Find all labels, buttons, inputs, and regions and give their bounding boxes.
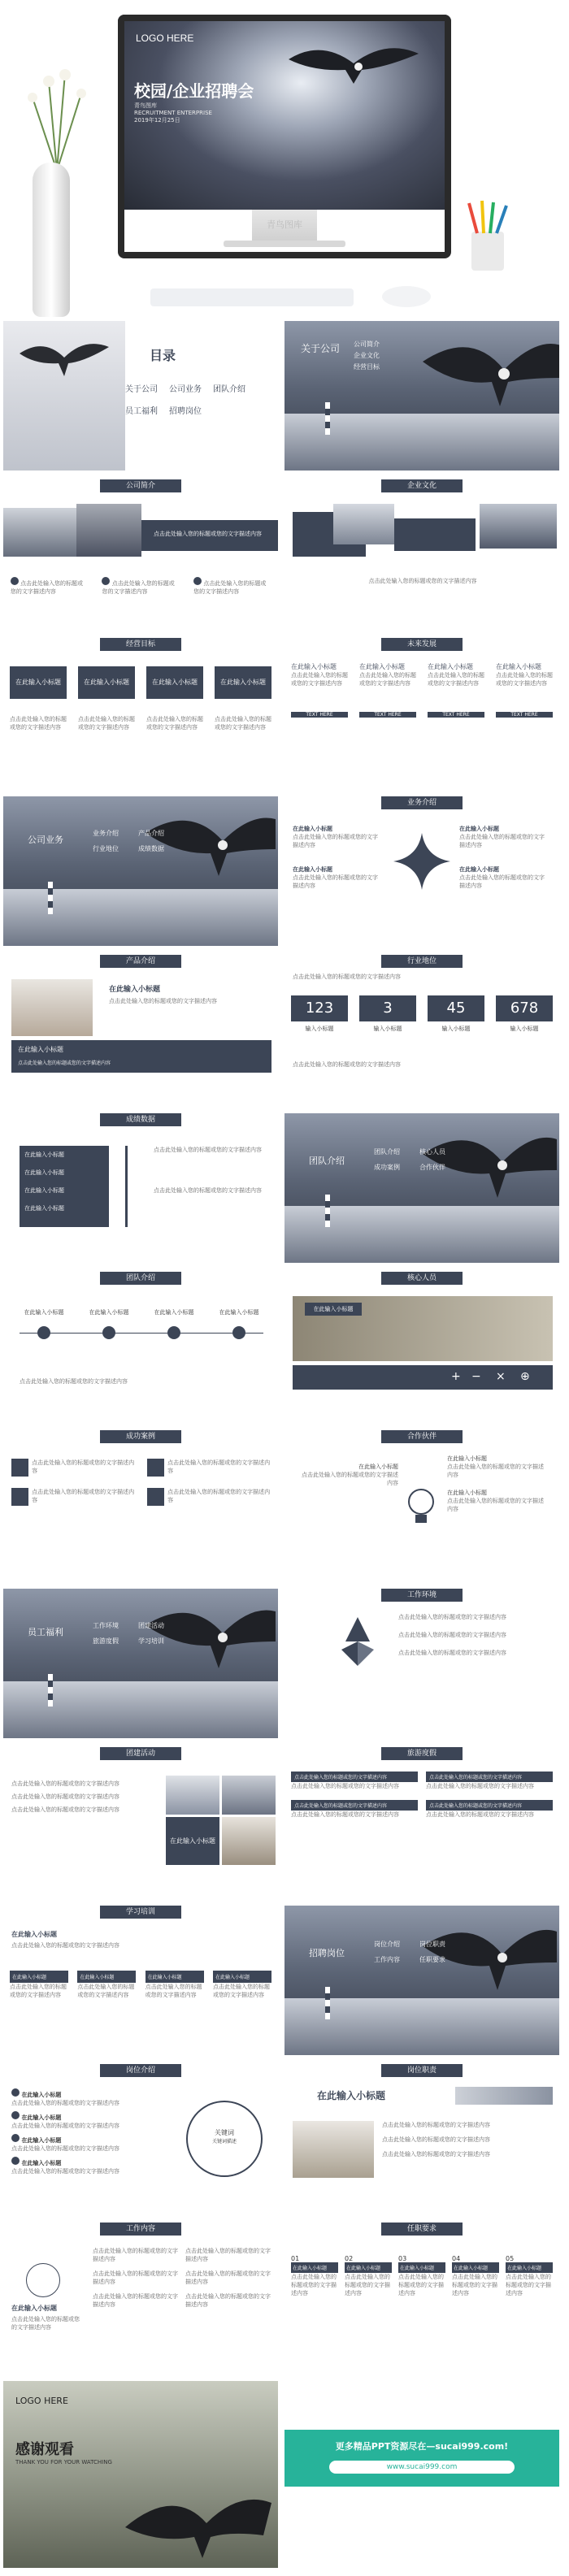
section-title: 招聘岗位 [309,1948,345,1958]
triskelion-icon [333,1613,382,1670]
pencil-cup-illustration [459,199,516,272]
goal-boxes: 在此输入小标题 在此输入小标题 在此输入小标题 在此输入小标题 [10,666,271,699]
plus-icon[interactable]: + [451,1370,461,1383]
slide-label: 业务介绍 [381,796,463,809]
slide-section-welfare [3,1589,278,1738]
lighthouse-image [48,1674,53,1706]
section-items: 公司简介 企业文化 经营目标 [354,340,380,371]
work-text: 点击此处输入您的标题或您的文字描述内容 [11,2316,80,2331]
slide-label: 岗位职责 [381,2064,463,2077]
slide-label: 公司简介 [100,479,181,492]
slide-label: 旅游度假 [381,1747,463,1760]
results-text: 点击此处输入您的标题或您的文字描述内容 [154,1187,262,1194]
travel-grid: 点击此处输入您的标题或您的文字描述内容 点击此处输入您的标题或您的文字描述内容 点击此处输入您的标题或您的文字描述内容 点击此处输入您的标题或您的文字描述内容 点击此处输入您的标题或您的文字描述内容 点击此处输入您的标题或您的文字描述内容 点击此处输入您的标题或您的文字描述内容 点击此处输入您的标题或您的文字描述内容 [291,1772,553,1819]
culture-text: 点击此处输入您的标题或您的文字描述内容 [368,578,477,584]
team-text: 点击此处输入您的标题或您的文字描述内容 [20,1378,128,1385]
activity-photos: 在此输入小标题 [166,1776,276,1865]
slide-travel [284,1747,559,1897]
mouse-image [382,286,431,307]
slide-label: 未来发展 [381,638,463,651]
slide-label: 企业文化 [381,479,463,492]
slide-duty [284,2064,559,2214]
training-title: 在此输入小标题 [11,1931,57,1938]
activity-list: 点击此处输入您的标题或您的文字描述内容 点击此处输入您的标题或您的文字描述内容 点击此处输入您的标题或您的文字描述内容 [11,1780,119,1813]
slide-thanks [3,2381,278,2568]
toc-item[interactable]: 团队介绍 [213,385,245,394]
duty-text: 点击此处输入您的标题或您的文字描述内容 点击此处输入您的标题或您的文字描述内容 点击此处输入您的标题或您的文字描述内容 [382,2122,490,2158]
slide-section-about [284,321,559,471]
lighthouse-image [48,882,53,914]
toc-item[interactable]: 招聘岗位 [169,407,202,416]
slide-toc [3,321,278,471]
core-toolbar [293,1365,553,1390]
toc-item[interactable]: 员工福利 [125,407,158,416]
slide-label: 行业地位 [381,955,463,968]
ad-banner [284,2430,559,2487]
eagle-illustration [20,337,109,386]
slide-partners [284,1430,559,1580]
partners-left: 在此输入小标题 点击此处输入您的标题或您的文字描述内容 [302,1464,398,1486]
slide-product [3,955,278,1104]
product-title: 在此输入小标题 [109,986,161,994]
hero-logo: LOGO HERE [136,33,194,44]
slide-label: 岗位介绍 [100,2064,181,2077]
slide-label: 团建活动 [100,1747,181,1760]
slide-training [3,1906,278,2055]
slide-future [284,638,559,787]
slide-label: 成功案例 [100,1430,181,1443]
slide-label: 工作内容 [100,2223,181,2236]
slide-industry [284,955,559,1104]
section-title: 员工福利 [28,1627,63,1637]
duty-title: 在此输入小标题 [317,2090,386,2101]
slide-job-intro [3,2064,278,2214]
slide-culture [284,479,559,629]
close-icon[interactable]: × [496,1370,506,1383]
ad-url[interactable]: www.sucai999.com [329,2461,515,2474]
slide-requirement [284,2223,559,2372]
eagle-illustration [423,329,559,418]
keyboard-image [150,288,354,306]
lighthouse-image [325,402,330,435]
section-items: 工作环境 团建活动 旅游度假 学习培训 [93,1622,164,1645]
slide-business-intro [284,796,559,946]
slide-label: 合作伙伴 [381,1430,463,1443]
diamond-star-icon [393,833,450,890]
ad-headline: 更多精品PPT资源尽在—sucai999.com! [335,2441,509,2452]
slide-label: 成绩数据 [100,1113,181,1126]
future-columns: 在此输入小标题 点击此处输入您的标题或您的文字描述内容 TEXT HERE 在此输入小标题 点击此处输入您的标题或您的文字描述内容 TEXT HERE 在此输入小标题 点击此处输入您的标题或您的文字描述内容 TEXT HERE 在此输入小标题 点击此处输入您的标题或您的文字描述内容 TEXT HERE [291,663,553,718]
slide-label: 经营目标 [100,638,181,651]
slide-label: 工作环境 [381,1589,463,1602]
business-left: 在此输入小标题 点击此处输入您的标题或您的文字描述内容 在此输入小标题 点击此处输入您的标题或您的文字描述内容 [293,826,378,889]
business-right: 在此输入小标题 点击此处输入您的标题或您的文字描述内容 在此输入小标题 点击此处输入您的标题或您的文字描述内容 [459,826,545,889]
job-list: 在此输入小标题 点击此处输入您的标题或您的文字描述内容 在此输入小标题 点击此处输入您的标题或您的文字描述内容 在此输入小标题 点击此处输入您的标题或您的文字描述内容 在此输入小标题 点击此处输入您的标题或您的文字描述内容 [11,2088,174,2175]
minus-icon[interactable]: − [471,1370,481,1383]
intro-text: 点击此处输入您的标题或您的文字描述内容 [154,531,262,537]
stat-cards: 123 输入小标题 3 输入小标题 45 输入小标题 678 输入小标题 [291,995,553,1033]
slide-label: 团队介绍 [100,1272,181,1285]
toc-title: 目录 [150,348,176,363]
slide-goal [3,638,278,787]
slide-label: 任职要求 [381,2223,463,2236]
industry-text: 点击此处输入您的标题或您的文字描述内容 [293,974,401,980]
lighthouse-image [325,1987,330,2019]
slide-core [284,1272,559,1421]
slide-cases [3,1430,278,1580]
product-banner: 在此输入小标题 点击此处输入您的标题或您的文字描述内容 [11,1040,271,1073]
monitor-base [224,241,345,247]
training-text: 点击此处输入您的标题或您的文字描述内容 [11,1942,119,1949]
section-title: 团队介绍 [309,1156,345,1166]
core-title: 在此输入小标题 [305,1303,362,1316]
monitor-image [118,15,451,258]
hero-title: 校园/企业招聘会 [134,81,254,101]
industry-footer: 点击此处输入您的标题或您的文字描述内容 [293,1061,401,1068]
pie-icon [26,2263,60,2297]
bulb-icon [406,1487,436,1528]
toc-list [125,382,276,416]
section-title: 公司业务 [28,835,63,845]
keyword-circle: 关键词 关键词描述 [186,2101,263,2177]
slide-label: 学习培训 [100,1906,181,1919]
goal-texts: 点击此处输入您的标题或您的文字描述内容 点击此处输入您的标题或您的文字描述内容 点击此处输入您的标题或您的文字描述内容 点击此处输入您的标题或您的文字描述内容 [10,716,271,731]
slide-team-intro [3,1272,278,1421]
team-timeline: 在此输入小标题 在此输入小标题 在此输入小标题 在此输入小标题 [20,1308,263,1342]
slide-company-intro [3,479,278,629]
eagle-illustration [125,2478,271,2560]
intro-points: 点击此处输入您的标题或您的文字描述内容 点击此处输入您的标题或您的文字描述内容 点击此处输入您的标题或您的文字描述内容 [3,577,278,596]
section-title: 关于公司 [301,343,341,354]
work-grid: 点击此处输入您的标题或您的文字描述内容 点击此处输入您的标题或您的文字描述内容 点击此处输入您的标题或您的文字描述内容 点击此处输入您的标题或您的文字描述内容 点击此处输入您的标题或您的文字描述内容 点击此处输入您的标题或您的文字描述内容 [93,2248,271,2308]
lighthouse-image [325,1195,330,1227]
hero-subtitle: 青鸟图库 RECRUITMENT ENTERPRISE 2019年12月25日 [134,102,212,124]
section-items: 岗位介绍 岗位职责 工作内容 任职要求 [374,1941,445,1963]
hero-section [0,0,569,317]
partners-right: 在此输入小标题 点击此处输入您的标题或您的文字描述内容 在此输入小标题 点击此处输入您的标题或您的文字描述内容 [447,1455,544,1512]
hero-watermark: 青鸟图库 [267,219,302,230]
slide-section-business [3,796,278,946]
slide-work-content [3,2223,278,2372]
req-steps: 01 在此输入小标题 点击此处输入您的标题或您的文字描述内容 02 在此输入小标题 点击此处输入您的标题或您的文字描述内容 03 在此输入小标题 点击此处输入您的标题或您的文字描述内容 04 在此输入小标题 点击此处输入您的标题或您的文字描述内容 05 在此输入小标题 点击此处输入您的标题或您的文字描述内容 [291,2255,551,2296]
case-grid: 点击此处输入您的标题或您的文字描述内容 点击此处输入您的标题或您的文字描述内容 点击此处输入您的标题或您的文字描述内容 点击此处输入您的标题或您的文字描述内容 [11,1459,271,1506]
add-circle-icon[interactable]: ⊕ [520,1370,530,1383]
product-text: 点击此处输入您的标题或您的文字描述内容 [109,998,217,1004]
slide-section-team [284,1113,559,1263]
results-list: 在此输入小标题 在此输入小标题 在此输入小标题 在此输入小标题 [20,1146,109,1227]
section-items: 团队介绍 核心人员 成功案例 合作伙伴 [374,1148,445,1171]
thanks-title: 感谢观看 [15,2441,74,2458]
results-text: 点击此处输入您的标题或您的文字描述内容 [154,1147,262,1153]
section-items: 业务介绍 产品介绍 行业地位 成绩数据 [93,830,164,852]
slide-results [3,1113,278,1263]
work-env-text: 点击此处输入您的标题或您的文字描述内容 点击此处输入您的标题或您的文字描述内容 点击此处输入您的标题或您的文字描述内容 [398,1614,506,1656]
training-cards: 在此输入小标题 点击此处输入您的标题或您的文字描述内容 在此输入小标题 点击此处输入您的标题或您的文字描述内容 在此输入小标题 点击此处输入您的标题或您的文字描述内容 在此输入小标题 点击此处输入您的标题或您的文字描述内容 [10,1971,271,1999]
slide-label: 核心人员 [381,1272,463,1285]
thanks-logo: LOGO HERE [15,2396,68,2406]
flower-illustration [16,65,98,171]
thanks-subtitle: THANK YOU FOR YOUR WATCHING [15,2459,112,2465]
slide-label: 产品介绍 [100,955,181,968]
slide-work-env [284,1589,559,1738]
slide-section-jobs [284,1906,559,2055]
toc-item[interactable]: 公司业务 [169,385,202,394]
work-title: 在此输入小标题 [11,2305,57,2312]
toc-item[interactable]: 关于公司 [125,385,158,394]
vase-image [33,163,70,317]
slide-team-activity [3,1747,278,1897]
